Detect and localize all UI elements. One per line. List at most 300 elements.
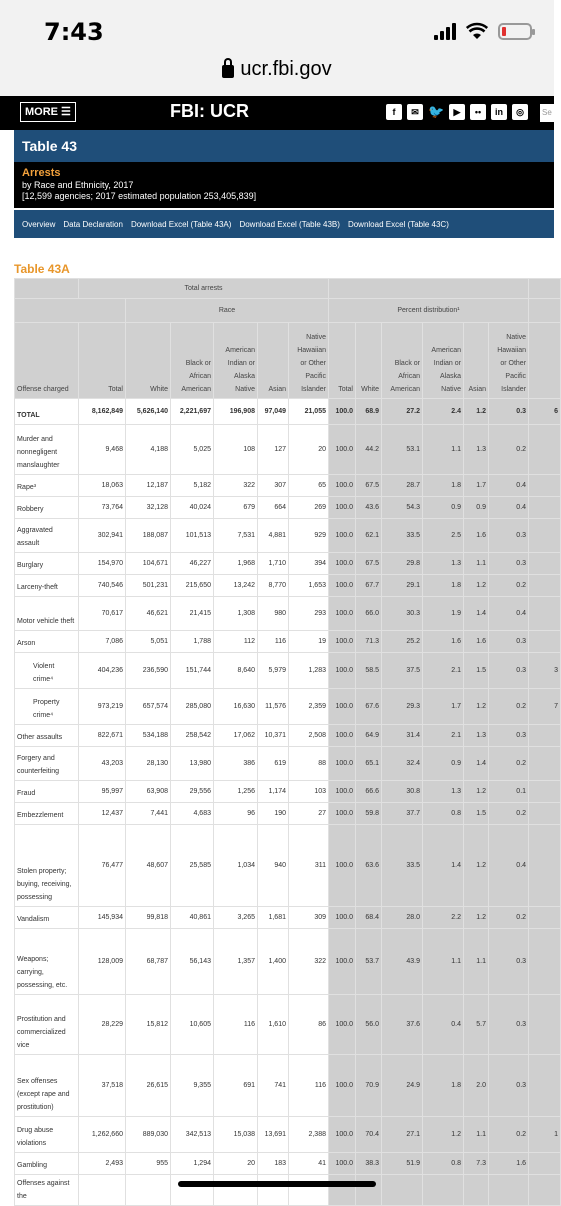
table-cell: 302,941 [79, 519, 126, 553]
table-cell: 26,615 [126, 1055, 171, 1117]
table-cell: 0.4 [489, 825, 529, 907]
table-cell: 56.0 [356, 995, 382, 1055]
column-header: Offense charged [15, 323, 79, 399]
table-row [15, 929, 561, 995]
column-header: American Indian or Alaska Native [214, 323, 258, 399]
table-cell: 17,062 [214, 725, 258, 747]
table-cell: 2.1 [423, 725, 464, 747]
table-cell [529, 575, 561, 597]
table-cell: 67.7 [356, 575, 382, 597]
table-cell: 28,130 [126, 747, 171, 781]
table-cell: 37,518 [79, 1055, 126, 1117]
offense-cell: Forgery and counterfeiting [15, 747, 79, 781]
table-cell [529, 497, 561, 519]
table-cell: 619 [258, 747, 289, 781]
offense-cell: Fraud [15, 781, 79, 803]
table-cell: 100.0 [329, 519, 356, 553]
table-cell: 1,681 [258, 907, 289, 929]
table-cell: 54.3 [382, 497, 423, 519]
table-cell: 100.0 [329, 725, 356, 747]
table-cell: 64.9 [356, 725, 382, 747]
table-cell: 66.0 [356, 597, 382, 631]
table-cell: 822,671 [79, 725, 126, 747]
table-cell: 100.0 [329, 399, 356, 425]
table-cell: 100.0 [329, 907, 356, 929]
table-cell: 97,049 [258, 399, 289, 425]
table-cell: 21,055 [289, 399, 329, 425]
column-header: Asian [464, 323, 489, 399]
table-cell: 7 [529, 689, 561, 725]
table-row [15, 725, 561, 747]
offense-cell: Motor vehicle theft [15, 597, 79, 631]
table-cell: 33.5 [382, 825, 423, 907]
table-cell: 19 [289, 631, 329, 653]
table-cell: 2,388 [289, 1117, 329, 1153]
offense-cell: Aggravated assault [15, 519, 79, 553]
table-cell: 1.2 [464, 825, 489, 907]
table-cell: 28.7 [382, 475, 423, 497]
signal-icon [434, 22, 456, 40]
table-cell: 32,128 [126, 497, 171, 519]
offense-cell: Other assaults [15, 725, 79, 747]
table-cell: 100.0 [329, 597, 356, 631]
table-cell: 100.0 [329, 803, 356, 825]
table-cell: 394 [289, 553, 329, 575]
address-bar[interactable] [0, 56, 554, 96]
table-cell: 9,355 [171, 1055, 214, 1117]
table-cell: 0.3 [489, 653, 529, 689]
table-cell [529, 475, 561, 497]
table-cell [529, 995, 561, 1055]
table-cell: 1,256 [214, 781, 258, 803]
table-row [15, 553, 561, 575]
table-cell: 100.0 [329, 1055, 356, 1117]
table-cell: 1,653 [289, 575, 329, 597]
table-cell: 0.2 [489, 1117, 529, 1153]
twitter-icon[interactable]: 🐦 [428, 104, 445, 119]
group-race: Race [126, 299, 329, 323]
tab-overview[interactable]: Overview [22, 219, 56, 229]
group-percent-distribution: Percent distribution¹ [329, 299, 529, 323]
table-cell: 534,188 [126, 725, 171, 747]
offense-cell: Murder and nonnegligent manslaughter [15, 425, 79, 475]
site-header [0, 96, 554, 130]
table-cell: 62.1 [356, 519, 382, 553]
table-row [15, 399, 561, 425]
table-cell: 7,086 [79, 631, 126, 653]
table-cell: 2,359 [289, 689, 329, 725]
table-row [15, 995, 561, 1055]
column-header: American Indian or Alaska Native [423, 323, 464, 399]
search-input[interactable]: Se [540, 104, 560, 122]
linkedin-icon[interactable]: in [491, 104, 507, 120]
table-cell: 183 [258, 1153, 289, 1175]
table-cell: 68,787 [126, 929, 171, 995]
site-title[interactable]: FBI: UCR [170, 101, 249, 121]
table-cell: 2.1 [423, 653, 464, 689]
table-cell: 53.7 [356, 929, 382, 995]
table-cell: 28,229 [79, 995, 126, 1055]
table-cell: 100.0 [329, 497, 356, 519]
table-cell: 1.3 [464, 725, 489, 747]
table-cell: 4,683 [171, 803, 214, 825]
table-cell [464, 1175, 489, 1206]
table-cell: 48,607 [126, 825, 171, 907]
table-cell: 1.4 [423, 825, 464, 907]
table-cell: 215,650 [171, 575, 214, 597]
table-cell: 65.1 [356, 747, 382, 781]
table-cell: 100.0 [329, 781, 356, 803]
tab-download-43c[interactable]: Download Excel (Table 43C) [347, 219, 449, 229]
table-cell: 955 [126, 1153, 171, 1175]
table-cell: 0.9 [464, 497, 489, 519]
table-row [15, 747, 561, 781]
table-row [15, 781, 561, 803]
table-row [15, 631, 561, 653]
table-cell: 43.6 [356, 497, 382, 519]
table-cell: 5.7 [464, 995, 489, 1055]
table-cell: 8,162,849 [79, 399, 126, 425]
tab-download-43b[interactable]: Download Excel (Table 43B) [239, 219, 340, 229]
table-cell: 100.0 [329, 825, 356, 907]
offense-cell: Violent crime⁴ [15, 653, 79, 689]
table-cell: 0.2 [489, 907, 529, 929]
table-cell [529, 803, 561, 825]
offense-cell: Weapons; carrying, possessing, etc. [15, 929, 79, 995]
social-links [386, 104, 528, 120]
table-cell: 46,621 [126, 597, 171, 631]
table-cell: 0.2 [489, 803, 529, 825]
table-row [15, 497, 561, 519]
table-cell: 6 [529, 399, 561, 425]
table-cell [529, 929, 561, 995]
battery-icon [498, 23, 532, 40]
table-cell: 5,182 [171, 475, 214, 497]
table-cell: 0.3 [489, 725, 529, 747]
group-total-arrests: Total arrests [79, 279, 329, 299]
table-subtitle-heading: Arrests [22, 167, 61, 179]
table-cell: 16,630 [214, 689, 258, 725]
offense-cell: TOTAL [15, 399, 79, 425]
table-cell: 13,242 [214, 575, 258, 597]
table-cell: 8,770 [258, 575, 289, 597]
table-cell: 0.8 [423, 1153, 464, 1175]
table-cell: 43,203 [79, 747, 126, 781]
column-header: Total [79, 323, 126, 399]
column-header: Black or African American [171, 323, 214, 399]
table-cell: 43.9 [382, 929, 423, 995]
table-row [15, 825, 561, 907]
table-cell: 1,174 [258, 781, 289, 803]
table-cell: 100.0 [329, 747, 356, 781]
table-row [15, 475, 561, 497]
table-cell: 40,861 [171, 907, 214, 929]
column-header: Native Hawaiian or Other Pacific Islander [289, 323, 329, 399]
table-cell: 37.5 [382, 653, 423, 689]
table-cell [289, 1175, 329, 1206]
table-cell: 0.2 [489, 425, 529, 475]
table-cell: 70.4 [356, 1117, 382, 1153]
offense-cell: Gambling [15, 1153, 79, 1175]
table-cell: 1.8 [423, 1055, 464, 1117]
table-cell: 21,415 [171, 597, 214, 631]
table-cell: 154,970 [79, 553, 126, 575]
table-cell: 322 [289, 929, 329, 995]
table-cell: 46,227 [171, 553, 214, 575]
table-cell: 0.2 [489, 747, 529, 781]
table-cell: 679 [214, 497, 258, 519]
table-cell: 58.5 [356, 653, 382, 689]
table-cell: 1.4 [464, 597, 489, 631]
table-cell: 38.3 [356, 1153, 382, 1175]
table-cell: 112 [214, 631, 258, 653]
table-cell: 0.3 [489, 995, 529, 1055]
table-cell: 41 [289, 1153, 329, 1175]
table-cell [329, 1175, 356, 1206]
flickr-icon[interactable]: •• [470, 104, 486, 120]
table-cell: 70,617 [79, 597, 126, 631]
table-cell: 293 [289, 597, 329, 631]
table-row [15, 1175, 561, 1206]
table-cell [529, 1175, 561, 1206]
table-row [15, 575, 561, 597]
table-cell: 30.8 [382, 781, 423, 803]
table-cell: 104,671 [126, 553, 171, 575]
table-cell: 1,294 [171, 1153, 214, 1175]
table-cell: 258,542 [171, 725, 214, 747]
table-cell: 73,764 [79, 497, 126, 519]
table-cell: 100.0 [329, 575, 356, 597]
table-cell: 108 [214, 425, 258, 475]
table-cell: 1.5 [464, 653, 489, 689]
table-banner [14, 130, 554, 208]
table-cell: 128,009 [79, 929, 126, 995]
table-cell: 1.2 [464, 907, 489, 929]
table-cell: 70.9 [356, 1055, 382, 1117]
table-cell: 1.6 [464, 519, 489, 553]
table-cell: 0.4 [489, 597, 529, 631]
offense-cell: Burglary [15, 553, 79, 575]
table-cell: 309 [289, 907, 329, 929]
table-cell: 1,283 [289, 653, 329, 689]
table-row [15, 519, 561, 553]
status-bar [0, 0, 554, 56]
column-header: Black or African American [382, 323, 423, 399]
table-cell: 95,997 [79, 781, 126, 803]
table-cell: 13,691 [258, 1117, 289, 1153]
table-row [15, 597, 561, 631]
table-cell: 32.4 [382, 747, 423, 781]
status-time: 7:43 [44, 18, 104, 46]
table-cell: 1.2 [464, 689, 489, 725]
table-cell [529, 553, 561, 575]
table-cell: 1.3 [423, 781, 464, 803]
home-indicator[interactable] [178, 1181, 376, 1187]
table-cell: 0.4 [489, 497, 529, 519]
table-cell: 99,818 [126, 907, 171, 929]
facebook-icon[interactable]: f [386, 104, 402, 120]
table-cell: 40,024 [171, 497, 214, 519]
table-cell: 29.3 [382, 689, 423, 725]
url-text[interactable]: ucr.fbi.gov [240, 58, 332, 80]
table-cell [356, 1175, 382, 1206]
table-cell: 15,038 [214, 1117, 258, 1153]
table-cell: 56,143 [171, 929, 214, 995]
table-cell: 10,605 [171, 995, 214, 1055]
offense-cell: Larceny-theft [15, 575, 79, 597]
table-cell: 100.0 [329, 995, 356, 1055]
table-cell: 0.3 [489, 1055, 529, 1117]
table-cell: 100.0 [329, 553, 356, 575]
table-cell: 29,556 [171, 781, 214, 803]
table-cell: 1.1 [423, 929, 464, 995]
table-cell [214, 1175, 258, 1206]
table-subtitle-line1: by Race and Ethnicity, 2017 [22, 180, 134, 190]
email-icon[interactable]: ✉ [407, 104, 423, 120]
table-cell: 100.0 [329, 1117, 356, 1153]
table-cell: 116 [214, 995, 258, 1055]
table-cell: 657,574 [126, 689, 171, 725]
table-cell [529, 1153, 561, 1175]
table-cell: 740,546 [79, 575, 126, 597]
youtube-icon[interactable]: ▶ [449, 104, 465, 120]
table-cell: 13,980 [171, 747, 214, 781]
table-cell [529, 425, 561, 475]
table-cell: 0.4 [423, 995, 464, 1055]
table-label: Table 43A [14, 262, 70, 276]
table-row [15, 653, 561, 689]
table-cell: 2.5 [423, 519, 464, 553]
table-cell: 3,265 [214, 907, 258, 929]
table-cell: 0.8 [423, 803, 464, 825]
table-cell: 100.0 [329, 1153, 356, 1175]
table-cell: 59.8 [356, 803, 382, 825]
table-cell: 0.3 [489, 631, 529, 653]
wifi-icon [466, 23, 488, 40]
table-cell: 67.5 [356, 475, 382, 497]
table-cell: 1.2 [464, 781, 489, 803]
offense-cell: Arson [15, 631, 79, 653]
table-cell: 1.6 [464, 631, 489, 653]
table-cell: 1.1 [464, 553, 489, 575]
table-cell: 12,187 [126, 475, 171, 497]
table-cell: 1,968 [214, 553, 258, 575]
tab-data-declaration[interactable]: Data Declaration [63, 219, 123, 229]
table-cell: 127 [258, 425, 289, 475]
table-cell: 1,308 [214, 597, 258, 631]
table-cell: 103 [289, 781, 329, 803]
offense-cell: Offenses against the [15, 1175, 79, 1206]
table-cell: 0.4 [489, 475, 529, 497]
table-cell: 664 [258, 497, 289, 519]
tab-download-43a[interactable]: Download Excel (Table 43A) [130, 219, 232, 229]
table-cell: 31.4 [382, 725, 423, 747]
offense-cell: Prostitution and commercialized vice [15, 995, 79, 1055]
table-cell: 0.1 [489, 781, 529, 803]
table-cell: 101,513 [171, 519, 214, 553]
table-cell: 145,934 [79, 907, 126, 929]
table-cell: 51.9 [382, 1153, 423, 1175]
table-cell: 37.6 [382, 995, 423, 1055]
table-cell [171, 1175, 214, 1206]
table-row [15, 803, 561, 825]
status-icons [434, 22, 532, 40]
table-cell: 1,034 [214, 825, 258, 907]
table-cell: 2.4 [423, 399, 464, 425]
table-cell: 1,710 [258, 553, 289, 575]
offense-cell: Embezzlement [15, 803, 79, 825]
table-cell: 1,610 [258, 995, 289, 1055]
table-cell: 1.2 [423, 1117, 464, 1153]
table-subtitle [14, 162, 554, 208]
table-cell: 0.2 [489, 575, 529, 597]
table-cell [258, 1175, 289, 1206]
column-header: White [126, 323, 171, 399]
table-cell: 196,908 [214, 399, 258, 425]
table-cell: 1.8 [423, 575, 464, 597]
table-cell: 7,531 [214, 519, 258, 553]
table-cell: 100.0 [329, 475, 356, 497]
table-subtitle-line2: [12,599 agencies; 2017 estimated population 253,405,839] [22, 191, 257, 201]
table-cell: 66.6 [356, 781, 382, 803]
table-cell: 12,437 [79, 803, 126, 825]
table-cell: 2,221,697 [171, 399, 214, 425]
table-cell [529, 747, 561, 781]
table-cell: 0.9 [423, 747, 464, 781]
table-cell: 33.5 [382, 519, 423, 553]
table-cell [529, 1055, 561, 1117]
table-cell: 3 [529, 653, 561, 689]
table-cell: 30.3 [382, 597, 423, 631]
table-cell: 10,371 [258, 725, 289, 747]
table-cell: 1,788 [171, 631, 214, 653]
instagram-icon[interactable]: ◎ [512, 104, 528, 120]
offense-cell: Drug abuse violations [15, 1117, 79, 1153]
table-cell [529, 597, 561, 631]
table-cell: 404,236 [79, 653, 126, 689]
lock-icon [222, 65, 234, 78]
table-cell: 68.4 [356, 907, 382, 929]
table-cell: 15,812 [126, 995, 171, 1055]
table-cell: 1.1 [464, 1117, 489, 1153]
table-cell: 322 [214, 475, 258, 497]
more-menu-button[interactable]: MORE ☰ [20, 102, 76, 122]
table-cell: 236,590 [126, 653, 171, 689]
table-cell: 44.2 [356, 425, 382, 475]
table-cell: 53.1 [382, 425, 423, 475]
table-cell: 100.0 [329, 631, 356, 653]
table-cell: 27 [289, 803, 329, 825]
table-cell [529, 519, 561, 553]
table-cell: 25.2 [382, 631, 423, 653]
table-cell: 1.7 [464, 475, 489, 497]
table-cell: 1.8 [423, 475, 464, 497]
table-cell: 151,744 [171, 653, 214, 689]
table-cell: 4,188 [126, 425, 171, 475]
table-cell: 307 [258, 475, 289, 497]
table-cell: 0.3 [489, 929, 529, 995]
table-cell: 342,513 [171, 1117, 214, 1153]
table-cell: 9,468 [79, 425, 126, 475]
table-cell: 11,576 [258, 689, 289, 725]
table-row [15, 1153, 561, 1175]
table-cell: 188,087 [126, 519, 171, 553]
column-header: Asian [258, 323, 289, 399]
table-cell: 4,881 [258, 519, 289, 553]
table-cell: 1,262,660 [79, 1117, 126, 1153]
table-cell: 88 [289, 747, 329, 781]
table-cell: 18,063 [79, 475, 126, 497]
